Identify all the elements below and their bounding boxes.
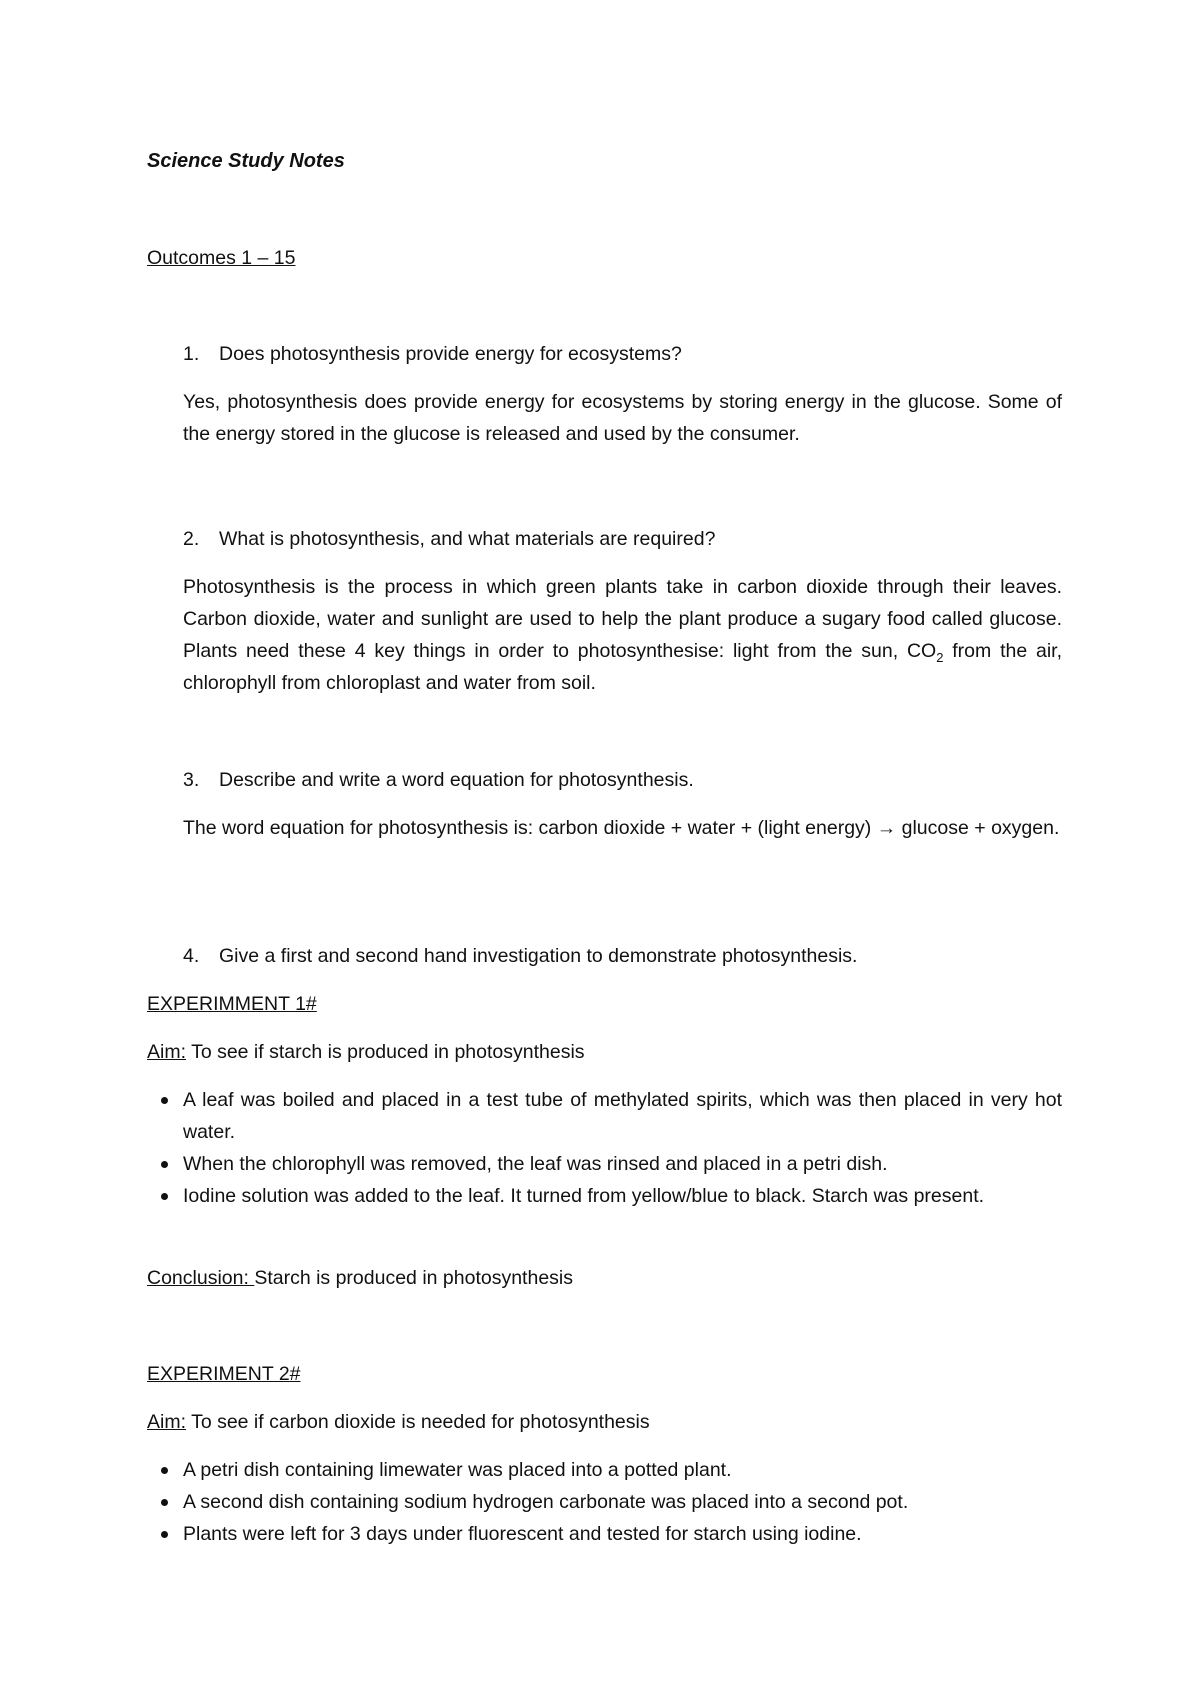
bullet-icon	[161, 1467, 168, 1474]
experiment-2-heading: EXPERIMENT 2#	[147, 1363, 301, 1385]
answer-2	[183, 571, 1062, 699]
list-item	[183, 1486, 1062, 1518]
document-title: Science Study Notes	[147, 150, 345, 172]
bullet-icon	[161, 1161, 168, 1168]
bullet-icon	[161, 1499, 168, 1506]
answer-text: from the air, chlorophyll from chloroplast and water from soil.	[183, 640, 1062, 694]
list-item	[183, 1180, 1062, 1212]
experiment-1-conclusion	[147, 1262, 1062, 1294]
answer-3: The word equation for photosynthesis is: carbon dioxide + water + (light energy) → glucose + oxygen.	[183, 817, 1060, 839]
question-text: What is photosynthesis, and what materials are required?	[219, 528, 716, 550]
aim-text: To see if starch is produced in photosynthesis	[186, 1041, 585, 1063]
bullet-icon	[161, 1193, 168, 1200]
question-text: Does photosynthesis provide energy for ecosystems?	[219, 343, 682, 365]
experiment-1-aim	[147, 1036, 1062, 1068]
step-text: A petri dish containing limewater was placed into a potted plant.	[183, 1459, 732, 1481]
step-text: A second dish containing sodium hydrogen carbonate was placed into a second pot.	[183, 1491, 909, 1513]
experiment-1-heading: EXPERIMMENT 1#	[147, 993, 317, 1015]
list-item	[183, 1084, 1062, 1148]
aim-label: Aim:	[147, 1041, 186, 1063]
outcomes-heading: Outcomes 1 – 15	[147, 247, 296, 269]
experiment-2-steps	[183, 1454, 1062, 1550]
list-item	[183, 1148, 1062, 1180]
question-number: 4.	[183, 945, 200, 967]
answer-1: Yes, photosynthesis does provide energy for ecosystems by storing energy in the glucose. Some of the energy stored in the glucose is released and used by the consumer.	[183, 391, 1062, 445]
question-number: 1.	[183, 343, 200, 365]
list-item	[183, 1454, 1062, 1486]
question-text: Give a first and second hand investigation to demonstrate photosynthesis.	[219, 945, 858, 967]
question-text: Describe and write a word equation for photosynthesis.	[219, 769, 694, 791]
subscript: 2	[936, 649, 944, 665]
experiment-2-aim	[147, 1406, 1062, 1438]
step-text: A leaf was boiled and placed in a test tube of methylated spirits, which was then placed in very hot water.	[183, 1089, 1062, 1143]
experiment-1-steps	[183, 1084, 1062, 1212]
question-4	[147, 940, 1062, 972]
conclusion-text: Starch is produced in photosynthesis	[254, 1267, 573, 1289]
question-1	[147, 338, 1062, 370]
aim-label: Aim:	[147, 1411, 186, 1433]
conclusion-label: Conclusion:	[147, 1267, 255, 1289]
question-2	[147, 523, 1062, 555]
question-number: 3.	[183, 769, 200, 791]
question-number: 2.	[183, 528, 200, 550]
question-3	[147, 764, 1062, 796]
step-text: When the chlorophyll was removed, the leaf was rinsed and placed in a petri dish.	[183, 1153, 888, 1175]
bullet-icon	[161, 1097, 168, 1104]
aim-text: To see if carbon dioxide is needed for photosynthesis	[186, 1411, 650, 1433]
list-item	[183, 1518, 1062, 1550]
bullet-icon	[161, 1531, 168, 1538]
step-text: Iodine solution was added to the leaf. It turned from yellow/blue to black. Starch was present.	[183, 1185, 985, 1207]
answer-text: Photosynthesis is the process in which green plants take in carbon dioxide through their leaves. Carbon dioxide, water and sunlight are used to help the plant produce a sugary food called glucose. Plants need these 4 key things in order to photosynthesise: light from the sun, CO	[183, 576, 1062, 662]
step-text: Plants were left for 3 days under fluorescent and tested for starch using iodine.	[183, 1523, 862, 1545]
